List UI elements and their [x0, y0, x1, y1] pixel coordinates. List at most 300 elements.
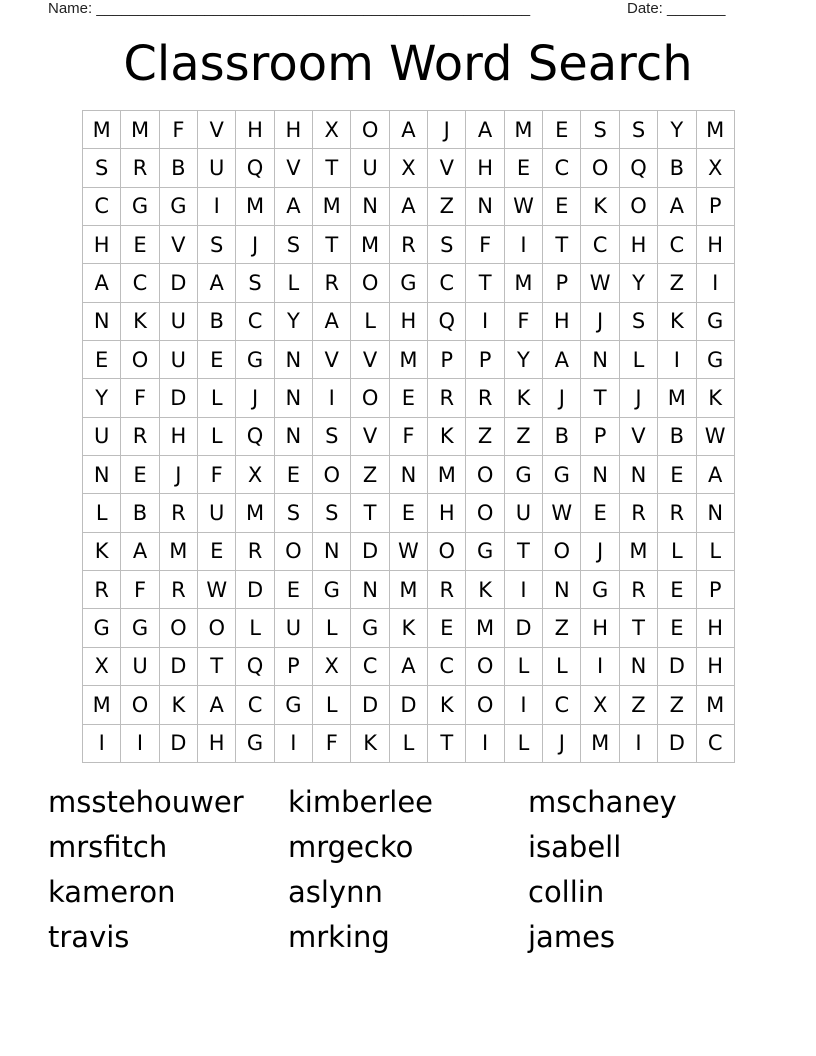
- grid-cell: F: [505, 303, 543, 341]
- grid-cell: R: [83, 571, 121, 609]
- grid-cell: A: [697, 456, 735, 494]
- grid-cell: V: [351, 418, 389, 456]
- grid-cell: K: [658, 303, 696, 341]
- grid-cell: O: [275, 533, 313, 571]
- grid-cell: P: [697, 188, 735, 226]
- grid-cell: G: [351, 609, 389, 647]
- grid-cell: O: [351, 264, 389, 302]
- name-field[interactable]: Name: ____________________________________________________: [48, 0, 531, 17]
- grid-cell: M: [466, 609, 504, 647]
- grid-cell: T: [620, 609, 658, 647]
- grid-cell: O: [466, 494, 504, 532]
- grid-cell: I: [505, 571, 543, 609]
- grid-cell: M: [581, 725, 619, 763]
- grid-cell: G: [543, 456, 581, 494]
- grid-cell: U: [351, 149, 389, 187]
- grid-cell: H: [275, 111, 313, 149]
- grid-cell: T: [198, 648, 236, 686]
- grid-cell: L: [620, 341, 658, 379]
- grid-cell: Z: [351, 456, 389, 494]
- grid-cell: H: [83, 226, 121, 264]
- grid-cell: L: [697, 533, 735, 571]
- grid-cell: O: [121, 341, 159, 379]
- grid-cell: C: [581, 226, 619, 264]
- grid-cell: C: [428, 648, 466, 686]
- grid-cell: P: [428, 341, 466, 379]
- grid-cell: D: [236, 571, 274, 609]
- grid-cell: J: [160, 456, 198, 494]
- grid-cell: K: [581, 188, 619, 226]
- grid-cell: Z: [543, 609, 581, 647]
- grid-cell: G: [236, 341, 274, 379]
- grid-cell: B: [658, 149, 696, 187]
- grid-cell: N: [581, 341, 619, 379]
- grid-cell: M: [83, 111, 121, 149]
- grid-cell: N: [83, 303, 121, 341]
- grid-cell: T: [505, 533, 543, 571]
- grid-cell: M: [658, 379, 696, 417]
- grid-cell: I: [313, 379, 351, 417]
- grid-cell: U: [121, 648, 159, 686]
- grid-cell: W: [505, 188, 543, 226]
- grid-cell: A: [390, 648, 428, 686]
- grid-cell: M: [160, 533, 198, 571]
- grid-cell: B: [160, 149, 198, 187]
- grid-cell: F: [390, 418, 428, 456]
- grid-cell: L: [658, 533, 696, 571]
- grid-cell: G: [121, 609, 159, 647]
- grid-cell: X: [236, 456, 274, 494]
- word-list: [48, 780, 768, 960]
- word-list-item: kimberlee: [288, 785, 434, 819]
- grid-cell: S: [620, 303, 658, 341]
- grid-cell: V: [428, 149, 466, 187]
- grid-cell: O: [121, 686, 159, 724]
- grid-cell: J: [581, 303, 619, 341]
- grid-cell: E: [505, 149, 543, 187]
- grid-cell: T: [543, 226, 581, 264]
- grid-cell: Z: [428, 188, 466, 226]
- grid-cell: Z: [658, 264, 696, 302]
- grid-cell: G: [121, 188, 159, 226]
- grid-cell: N: [581, 456, 619, 494]
- grid-cell: Q: [620, 149, 658, 187]
- grid-cell: N: [313, 533, 351, 571]
- grid-cell: O: [466, 686, 504, 724]
- grid-cell: L: [390, 725, 428, 763]
- grid-cell: B: [658, 418, 696, 456]
- grid-cell: K: [428, 418, 466, 456]
- grid-cell: L: [198, 379, 236, 417]
- grid-cell: H: [697, 226, 735, 264]
- grid-cell: N: [390, 456, 428, 494]
- grid-cell: H: [428, 494, 466, 532]
- grid-cell: O: [466, 648, 504, 686]
- grid-cell: A: [390, 111, 428, 149]
- word-list-item: collin: [528, 875, 605, 909]
- grid-cell: J: [543, 379, 581, 417]
- grid-cell: A: [121, 533, 159, 571]
- grid-cell: T: [581, 379, 619, 417]
- grid-cell: E: [658, 609, 696, 647]
- grid-cell: U: [505, 494, 543, 532]
- grid-cell: M: [505, 264, 543, 302]
- word-list-item: mschaney: [528, 785, 677, 819]
- grid-cell: M: [390, 341, 428, 379]
- grid-cell: G: [697, 341, 735, 379]
- grid-cell: O: [620, 188, 658, 226]
- grid-cell: H: [236, 111, 274, 149]
- grid-cell: Y: [83, 379, 121, 417]
- grid-cell: Q: [236, 149, 274, 187]
- word-list-item: isabell: [528, 830, 622, 864]
- grid-cell: U: [83, 418, 121, 456]
- grid-cell: S: [428, 226, 466, 264]
- grid-cell: F: [313, 725, 351, 763]
- grid-cell: L: [275, 264, 313, 302]
- grid-cell: U: [160, 303, 198, 341]
- grid-cell: Y: [620, 264, 658, 302]
- grid-cell: N: [351, 188, 389, 226]
- grid-cell: P: [581, 418, 619, 456]
- grid-cell: G: [581, 571, 619, 609]
- grid-cell: G: [313, 571, 351, 609]
- page-title: Classroom Word Search: [123, 36, 693, 92]
- grid-cell: M: [620, 533, 658, 571]
- grid-cell: E: [428, 609, 466, 647]
- grid-cell: J: [581, 533, 619, 571]
- word-list-item: msstehouwer: [48, 785, 244, 819]
- grid-cell: C: [83, 188, 121, 226]
- grid-cell: N: [275, 341, 313, 379]
- grid-cell: O: [313, 456, 351, 494]
- grid-cell: A: [198, 264, 236, 302]
- grid-cell: E: [198, 341, 236, 379]
- grid-cell: M: [697, 686, 735, 724]
- grid-cell: Z: [658, 686, 696, 724]
- grid-cell: U: [275, 609, 313, 647]
- grid-cell: R: [121, 418, 159, 456]
- grid-cell: W: [390, 533, 428, 571]
- grid-cell: G: [697, 303, 735, 341]
- grid-cell: X: [313, 111, 351, 149]
- grid-cell: Z: [620, 686, 658, 724]
- grid-cell: R: [236, 533, 274, 571]
- grid-cell: G: [505, 456, 543, 494]
- grid-cell: Z: [466, 418, 504, 456]
- grid-cell: W: [697, 418, 735, 456]
- grid-cell: F: [121, 571, 159, 609]
- grid-cell: R: [313, 264, 351, 302]
- grid-cell: N: [697, 494, 735, 532]
- grid-cell: D: [351, 686, 389, 724]
- grid-cell: A: [543, 341, 581, 379]
- grid-cell: J: [543, 725, 581, 763]
- date-field[interactable]: Date: _______: [627, 0, 726, 17]
- word-list-item: mrgecko: [288, 830, 414, 864]
- grid-cell: E: [543, 111, 581, 149]
- grid-cell: J: [236, 226, 274, 264]
- grid-cell: D: [351, 533, 389, 571]
- grid-cell: S: [236, 264, 274, 302]
- grid-cell: M: [697, 111, 735, 149]
- grid-cell: E: [121, 456, 159, 494]
- grid-cell: C: [543, 686, 581, 724]
- grid-cell: O: [198, 609, 236, 647]
- grid-cell: S: [198, 226, 236, 264]
- grid-cell: I: [697, 264, 735, 302]
- grid-cell: A: [466, 111, 504, 149]
- grid-cell: E: [275, 571, 313, 609]
- grid-cell: G: [160, 188, 198, 226]
- grid-cell: R: [121, 149, 159, 187]
- grid-cell: C: [236, 686, 274, 724]
- grid-cell: K: [160, 686, 198, 724]
- grid-cell: E: [198, 533, 236, 571]
- grid-cell: O: [351, 111, 389, 149]
- grid-cell: G: [466, 533, 504, 571]
- grid-cell: G: [236, 725, 274, 763]
- grid-cell: O: [581, 149, 619, 187]
- grid-cell: U: [198, 494, 236, 532]
- grid-cell: X: [390, 149, 428, 187]
- grid-cell: K: [121, 303, 159, 341]
- grid-cell: M: [121, 111, 159, 149]
- word-search-grid: [82, 110, 735, 763]
- grid-cell: D: [390, 686, 428, 724]
- grid-cell: M: [236, 494, 274, 532]
- grid-cell: V: [620, 418, 658, 456]
- grid-cell: Y: [505, 341, 543, 379]
- grid-cell: G: [83, 609, 121, 647]
- grid-cell: H: [390, 303, 428, 341]
- grid-cell: S: [620, 111, 658, 149]
- grid-cell: V: [160, 226, 198, 264]
- grid-cell: K: [697, 379, 735, 417]
- grid-cell: E: [83, 341, 121, 379]
- grid-cell: O: [543, 533, 581, 571]
- grid-cell: T: [351, 494, 389, 532]
- grid-cell: P: [466, 341, 504, 379]
- grid-cell: X: [83, 648, 121, 686]
- grid-cell: N: [620, 456, 658, 494]
- grid-cell: C: [428, 264, 466, 302]
- word-list-item: mrsfitch: [48, 830, 168, 864]
- grid-cell: R: [428, 571, 466, 609]
- grid-cell: F: [121, 379, 159, 417]
- grid-cell: N: [620, 648, 658, 686]
- grid-cell: Y: [275, 303, 313, 341]
- grid-cell: T: [313, 149, 351, 187]
- grid-cell: J: [236, 379, 274, 417]
- grid-cell: K: [390, 609, 428, 647]
- grid-cell: W: [581, 264, 619, 302]
- grid-cell: R: [620, 571, 658, 609]
- grid-cell: E: [658, 571, 696, 609]
- grid-cell: K: [428, 686, 466, 724]
- grid-cell: A: [275, 188, 313, 226]
- grid-cell: F: [160, 111, 198, 149]
- grid-cell: N: [83, 456, 121, 494]
- grid-cell: B: [121, 494, 159, 532]
- grid-cell: P: [543, 264, 581, 302]
- grid-cell: B: [543, 418, 581, 456]
- grid-cell: N: [275, 418, 313, 456]
- grid-cell: N: [275, 379, 313, 417]
- grid-cell: E: [390, 494, 428, 532]
- word-list-item: james: [528, 920, 616, 954]
- grid-cell: V: [351, 341, 389, 379]
- grid-cell: S: [313, 494, 351, 532]
- grid-cell: S: [275, 494, 313, 532]
- grid-cell: S: [83, 149, 121, 187]
- grid-cell: M: [505, 111, 543, 149]
- grid-cell: C: [351, 648, 389, 686]
- grid-cell: K: [83, 533, 121, 571]
- grid-cell: H: [697, 648, 735, 686]
- grid-cell: R: [658, 494, 696, 532]
- grid-cell: X: [581, 686, 619, 724]
- grid-cell: G: [275, 686, 313, 724]
- grid-cell: M: [351, 226, 389, 264]
- grid-cell: K: [505, 379, 543, 417]
- grid-cell: D: [505, 609, 543, 647]
- grid-cell: M: [313, 188, 351, 226]
- grid-cell: S: [313, 418, 351, 456]
- grid-cell: P: [697, 571, 735, 609]
- grid-cell: E: [121, 226, 159, 264]
- word-list-item: kameron: [48, 875, 176, 909]
- grid-cell: H: [198, 725, 236, 763]
- grid-cell: H: [466, 149, 504, 187]
- grid-cell: U: [160, 341, 198, 379]
- grid-cell: I: [466, 303, 504, 341]
- grid-cell: L: [236, 609, 274, 647]
- grid-cell: T: [428, 725, 466, 763]
- grid-cell: I: [620, 725, 658, 763]
- grid-cell: Q: [236, 648, 274, 686]
- grid-cell: M: [390, 571, 428, 609]
- grid-cell: H: [160, 418, 198, 456]
- grid-cell: I: [275, 725, 313, 763]
- grid-cell: O: [466, 456, 504, 494]
- grid-cell: M: [428, 456, 466, 494]
- grid-cell: N: [543, 571, 581, 609]
- grid-cell: L: [313, 609, 351, 647]
- grid-cell: O: [428, 533, 466, 571]
- grid-cell: I: [198, 188, 236, 226]
- grid-cell: X: [697, 149, 735, 187]
- grid-cell: N: [466, 188, 504, 226]
- grid-cell: M: [236, 188, 274, 226]
- grid-cell: L: [505, 648, 543, 686]
- grid-cell: J: [428, 111, 466, 149]
- grid-cell: L: [543, 648, 581, 686]
- grid-cell: N: [351, 571, 389, 609]
- grid-cell: B: [198, 303, 236, 341]
- grid-cell: P: [275, 648, 313, 686]
- grid-cell: K: [351, 725, 389, 763]
- grid-cell: A: [390, 188, 428, 226]
- grid-cell: U: [198, 149, 236, 187]
- grid-cell: G: [390, 264, 428, 302]
- grid-cell: C: [658, 226, 696, 264]
- grid-cell: C: [236, 303, 274, 341]
- grid-cell: V: [198, 111, 236, 149]
- grid-cell: C: [697, 725, 735, 763]
- grid-cell: W: [198, 571, 236, 609]
- grid-cell: W: [543, 494, 581, 532]
- grid-cell: O: [351, 379, 389, 417]
- grid-cell: I: [581, 648, 619, 686]
- grid-cell: A: [658, 188, 696, 226]
- grid-cell: F: [198, 456, 236, 494]
- grid-cell: S: [275, 226, 313, 264]
- grid-cell: J: [620, 379, 658, 417]
- grid-cell: A: [198, 686, 236, 724]
- grid-cell: H: [697, 609, 735, 647]
- grid-cell: E: [543, 188, 581, 226]
- grid-cell: K: [466, 571, 504, 609]
- grid-cell: R: [160, 571, 198, 609]
- grid-cell: H: [581, 609, 619, 647]
- grid-cell: D: [160, 379, 198, 417]
- grid-cell: L: [505, 725, 543, 763]
- grid-cell: R: [620, 494, 658, 532]
- grid-cell: Q: [236, 418, 274, 456]
- grid-cell: L: [83, 494, 121, 532]
- grid-cell: E: [581, 494, 619, 532]
- grid-cell: D: [160, 264, 198, 302]
- grid-cell: O: [160, 609, 198, 647]
- grid-cell: E: [658, 456, 696, 494]
- grid-cell: E: [390, 379, 428, 417]
- grid-cell: M: [83, 686, 121, 724]
- grid-cell: I: [505, 686, 543, 724]
- grid-cell: D: [658, 725, 696, 763]
- grid-cell: I: [83, 725, 121, 763]
- grid-cell: H: [620, 226, 658, 264]
- grid-cell: V: [275, 149, 313, 187]
- grid-cell: Z: [505, 418, 543, 456]
- grid-cell: R: [160, 494, 198, 532]
- grid-cell: D: [160, 648, 198, 686]
- grid-cell: I: [121, 725, 159, 763]
- grid-cell: T: [313, 226, 351, 264]
- grid-cell: X: [313, 648, 351, 686]
- word-list-item: travis: [48, 920, 130, 954]
- grid-cell: D: [160, 725, 198, 763]
- grid-cell: R: [428, 379, 466, 417]
- word-list-item: mrking: [288, 920, 390, 954]
- grid-cell: Q: [428, 303, 466, 341]
- grid-cell: R: [390, 226, 428, 264]
- grid-cell: I: [658, 341, 696, 379]
- grid-cell: S: [581, 111, 619, 149]
- grid-cell: L: [198, 418, 236, 456]
- header-line: [48, 0, 768, 20]
- grid-cell: T: [466, 264, 504, 302]
- grid-cell: A: [83, 264, 121, 302]
- grid-cell: I: [466, 725, 504, 763]
- word-list-item: aslynn: [288, 875, 383, 909]
- grid-cell: L: [313, 686, 351, 724]
- grid-cell: R: [466, 379, 504, 417]
- grid-cell: H: [543, 303, 581, 341]
- grid-cell: C: [543, 149, 581, 187]
- grid-cell: I: [505, 226, 543, 264]
- grid-cell: F: [466, 226, 504, 264]
